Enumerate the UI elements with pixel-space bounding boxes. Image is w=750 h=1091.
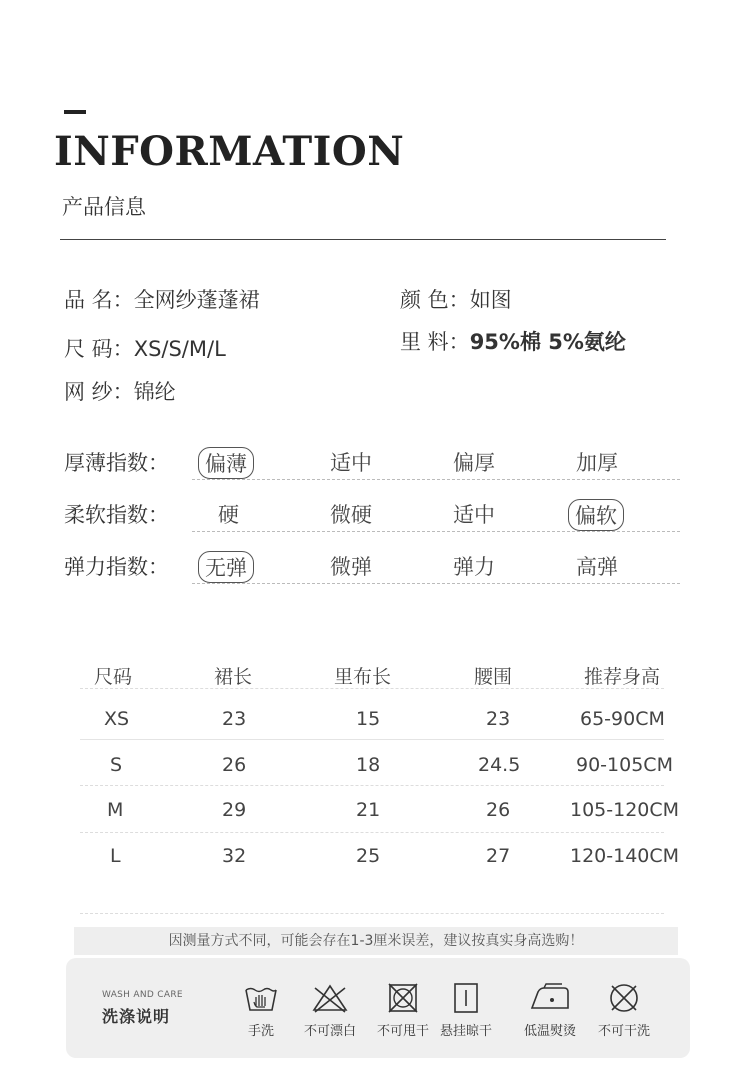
skirt-length-cell: 29 [222, 799, 247, 821]
info-lining-key: 里 料： [400, 330, 470, 354]
hand-wash-icon [243, 982, 279, 1014]
index-option-selected: 偏薄 [198, 447, 254, 479]
height-cell: 120-140CM [570, 845, 680, 867]
index-divider [192, 531, 680, 532]
care-item-no-dry-clean [584, 982, 664, 1039]
info-color-key: 颜 色： [400, 288, 470, 312]
info-color-value: 如图 [469, 288, 512, 312]
index-option: 偏厚 [453, 451, 495, 475]
waist-cell: 23 [486, 708, 511, 730]
size-table-divider [80, 739, 664, 740]
title-accent-bar [64, 110, 86, 114]
size-table-divider [80, 913, 664, 914]
index-option: 加厚 [576, 451, 618, 475]
no-tumble-dry-icon [386, 982, 420, 1014]
wash-care-title-en: WASH AND CARE [102, 990, 183, 1000]
size-table-header: 尺码 [94, 666, 133, 688]
size-table-header: 推荐身高 [584, 666, 661, 688]
info-color [400, 284, 512, 314]
index-divider [192, 583, 680, 584]
lining-length-cell: 18 [356, 754, 381, 776]
index-option: 微弹 [330, 555, 372, 579]
info-name [64, 284, 260, 314]
skirt-length-cell: 32 [222, 845, 247, 867]
height-cell: 65-90CM [580, 708, 665, 730]
info-mesh [64, 376, 176, 406]
size-cell: L [110, 845, 121, 867]
size-table-divider [80, 832, 664, 833]
line-dry-icon [452, 982, 480, 1014]
size-table-header: 腰围 [474, 666, 513, 688]
size-table-header: 裙长 [214, 666, 253, 688]
lining-length-cell: 15 [356, 708, 381, 730]
skirt-length-cell: 23 [222, 708, 247, 730]
no-bleach-icon [311, 982, 349, 1014]
no-dry-clean-icon [607, 982, 641, 1014]
size-table-divider [80, 688, 664, 689]
index-option: 弹力 [453, 555, 495, 579]
index-option: 适中 [330, 451, 372, 475]
page-subtitle: 产品信息 [62, 195, 146, 219]
size-cell: M [107, 799, 124, 821]
index-option-selected: 无弹 [198, 551, 254, 583]
skirt-length-cell: 26 [222, 754, 247, 776]
care-label: 不可干洗 [597, 1024, 650, 1039]
waist-cell: 27 [486, 845, 511, 867]
care-label: 悬挂晾干 [439, 1024, 492, 1039]
index-label: 厚薄指数： [64, 451, 169, 475]
info-size-key: 尺 码： [64, 337, 134, 361]
wash-care-panel [66, 958, 690, 1058]
care-item-hand-wash [221, 982, 301, 1039]
index-label: 柔软指数： [64, 503, 169, 527]
waist-cell: 24.5 [478, 754, 521, 776]
index-option: 硬 [218, 503, 239, 527]
care-item-low-iron [510, 982, 590, 1039]
care-item-no-bleach [290, 982, 370, 1039]
page-title: INFORMATION [54, 128, 405, 175]
size-table-divider [80, 785, 664, 786]
index-divider [192, 479, 680, 480]
waist-cell: 26 [486, 799, 511, 821]
info-name-value: 全网纱蓬蓬裙 [133, 288, 260, 312]
info-name-key: 品 名： [64, 288, 134, 312]
size-table-header: 里布长 [334, 666, 392, 688]
size-cell: S [110, 754, 123, 776]
info-lining [400, 326, 626, 356]
info-size-value: XS/S/M/L [133, 337, 226, 361]
index-option: 适中 [453, 503, 495, 527]
care-label: 低温熨烫 [523, 1024, 576, 1039]
info-size [64, 333, 226, 363]
care-item-line-dry [426, 982, 506, 1039]
measurement-note: 因测量方式不同，可能会存在1-3厘米误差，建议按真实身高选购！ [74, 927, 678, 955]
height-cell: 105-120CM [570, 799, 680, 821]
index-option-selected: 偏软 [568, 499, 624, 531]
info-mesh-key: 网 纱： [64, 380, 134, 404]
care-label: 不可甩干 [376, 1024, 429, 1039]
care-label: 不可漂白 [303, 1024, 356, 1039]
height-cell: 90-105CM [576, 754, 673, 776]
index-option: 微硬 [330, 503, 372, 527]
info-lining-value: 95%棉 5%氨纶 [469, 330, 626, 354]
wash-care-title-cn: 洗涤说明 [102, 1007, 171, 1026]
index-label: 弹力指数： [64, 555, 169, 579]
info-mesh-value: 锦纶 [133, 380, 176, 404]
title-divider [60, 239, 666, 240]
lining-length-cell: 21 [356, 799, 381, 821]
care-label: 手洗 [247, 1024, 274, 1039]
low-iron-icon [528, 982, 572, 1014]
size-cell: XS [104, 708, 130, 730]
index-option: 高弹 [576, 555, 618, 579]
lining-length-cell: 25 [356, 845, 381, 867]
